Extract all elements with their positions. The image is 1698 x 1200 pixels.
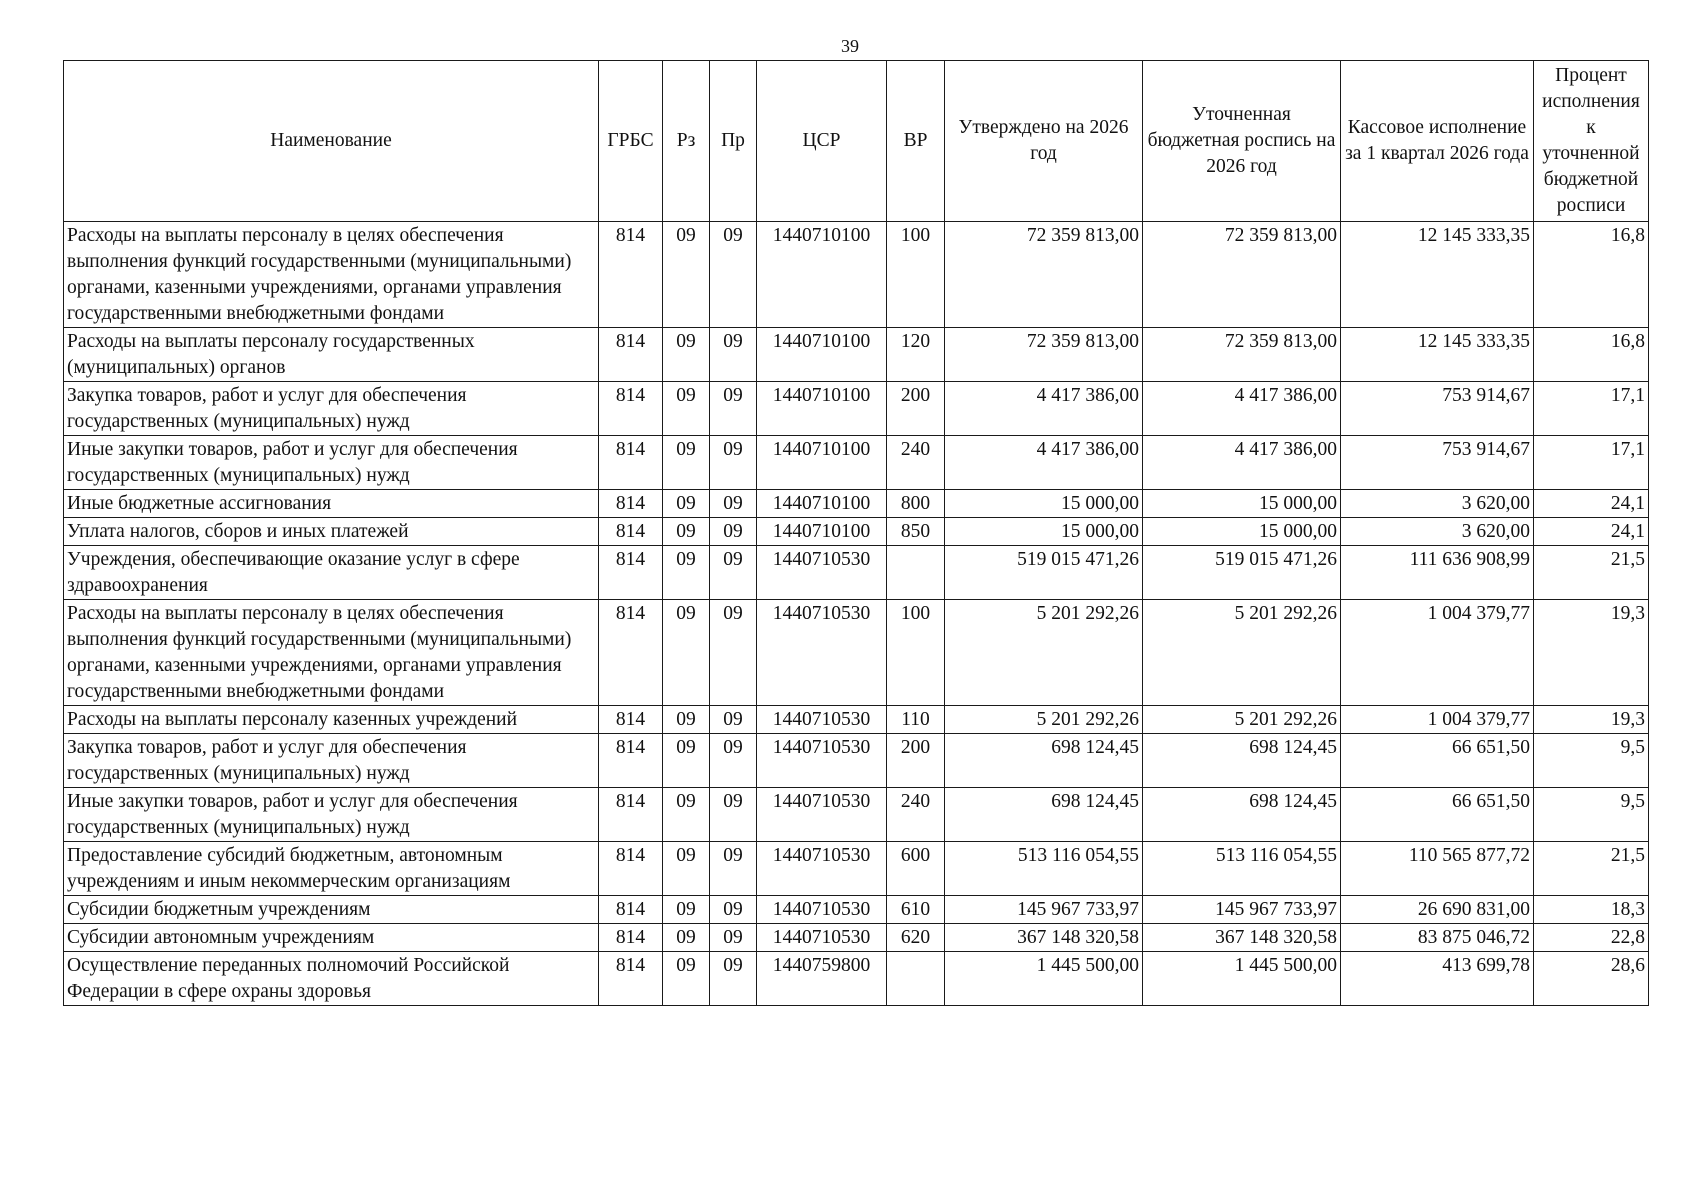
cell-cash: 12 145 333,35	[1341, 328, 1534, 382]
table-row	[64, 600, 1649, 706]
cell-rz: 09	[663, 788, 710, 842]
cell-grbs: 814	[599, 382, 663, 436]
cell-name: Субсидии автономным учреждениям	[64, 924, 599, 952]
cell-vr: 620	[887, 924, 945, 952]
cell-grbs: 814	[599, 924, 663, 952]
cell-csr: 1440710100	[757, 490, 887, 518]
cell-approved: 15 000,00	[945, 490, 1143, 518]
cell-name: Уплата налогов, сборов и иных платежей	[64, 518, 599, 546]
cell-rz: 09	[663, 436, 710, 490]
cell-rz: 09	[663, 896, 710, 924]
cell-rz: 09	[663, 518, 710, 546]
header-grbs: ГРБС	[599, 61, 663, 222]
cell-vr: 240	[887, 788, 945, 842]
cell-grbs: 814	[599, 518, 663, 546]
cell-grbs: 814	[599, 436, 663, 490]
cell-grbs: 814	[599, 600, 663, 706]
cell-approved: 698 124,45	[945, 734, 1143, 788]
cell-name: Предоставление субсидий бюджетным, автономным учреждениям и иным некоммерческим организациям	[64, 842, 599, 896]
cell-pr: 09	[710, 924, 757, 952]
cell-approved: 698 124,45	[945, 788, 1143, 842]
cell-rz: 09	[663, 734, 710, 788]
cell-name: Закупка товаров, работ и услуг для обеспечения государственных (муниципальных) нужд	[64, 734, 599, 788]
cell-refined: 367 148 320,58	[1143, 924, 1341, 952]
cell-pr: 09	[710, 222, 757, 328]
cell-approved: 72 359 813,00	[945, 222, 1143, 328]
header-rz: Рз	[663, 61, 710, 222]
cell-refined: 1 445 500,00	[1143, 952, 1341, 1006]
cell-approved: 513 116 054,55	[945, 842, 1143, 896]
table-row	[64, 788, 1649, 842]
header-name: Наименование	[64, 61, 599, 222]
table-row	[64, 896, 1649, 924]
cell-name: Иные бюджетные ассигнования	[64, 490, 599, 518]
cell-rz: 09	[663, 328, 710, 382]
cell-refined: 519 015 471,26	[1143, 546, 1341, 600]
cell-refined: 698 124,45	[1143, 788, 1341, 842]
header-csr: ЦСР	[757, 61, 887, 222]
cell-approved: 5 201 292,26	[945, 600, 1143, 706]
cell-grbs: 814	[599, 328, 663, 382]
cell-csr: 1440710530	[757, 706, 887, 734]
table-row	[64, 518, 1649, 546]
cell-refined: 4 417 386,00	[1143, 382, 1341, 436]
cell-percent: 19,3	[1534, 600, 1649, 706]
table-row	[64, 546, 1649, 600]
table-body	[64, 222, 1649, 1006]
cell-percent: 17,1	[1534, 382, 1649, 436]
cell-pr: 09	[710, 952, 757, 1006]
cell-approved: 5 201 292,26	[945, 706, 1143, 734]
cell-csr: 1440759800	[757, 952, 887, 1006]
cell-cash: 1 004 379,77	[1341, 706, 1534, 734]
header-percent: Процент исполнения к уточненной бюджетной росписи	[1534, 61, 1649, 222]
cell-refined: 5 201 292,26	[1143, 600, 1341, 706]
cell-pr: 09	[710, 490, 757, 518]
cell-vr: 600	[887, 842, 945, 896]
cell-percent: 21,5	[1534, 546, 1649, 600]
cell-approved: 15 000,00	[945, 518, 1143, 546]
cell-vr: 240	[887, 436, 945, 490]
table-header	[64, 61, 1649, 222]
cell-refined: 72 359 813,00	[1143, 222, 1341, 328]
cell-csr: 1440710100	[757, 222, 887, 328]
cell-approved: 4 417 386,00	[945, 382, 1143, 436]
cell-refined: 15 000,00	[1143, 490, 1341, 518]
cell-rz: 09	[663, 842, 710, 896]
table-row	[64, 924, 1649, 952]
cell-csr: 1440710100	[757, 436, 887, 490]
cell-pr: 09	[710, 328, 757, 382]
cell-cash: 66 651,50	[1341, 788, 1534, 842]
cell-csr: 1440710530	[757, 788, 887, 842]
cell-percent: 22,8	[1534, 924, 1649, 952]
cell-refined: 145 967 733,97	[1143, 896, 1341, 924]
cell-refined: 4 417 386,00	[1143, 436, 1341, 490]
cell-csr: 1440710530	[757, 734, 887, 788]
cell-grbs: 814	[599, 734, 663, 788]
table-row	[64, 842, 1649, 896]
cell-grbs: 814	[599, 842, 663, 896]
cell-rz: 09	[663, 924, 710, 952]
table-row	[64, 222, 1649, 328]
cell-csr: 1440710530	[757, 896, 887, 924]
cell-vr: 200	[887, 734, 945, 788]
header-approved: Утверждено на 2026 год	[945, 61, 1143, 222]
cell-name: Расходы на выплаты персоналу в целях обеспечения выполнения функций государственными (муниципальными) органами, казенными учреждениями, органами управления государственными внебюджетными фондами	[64, 600, 599, 706]
table-row	[64, 734, 1649, 788]
cell-cash: 413 699,78	[1341, 952, 1534, 1006]
cell-cash: 83 875 046,72	[1341, 924, 1534, 952]
cell-refined: 5 201 292,26	[1143, 706, 1341, 734]
cell-name: Расходы на выплаты персоналу государственных (муниципальных) органов	[64, 328, 599, 382]
cell-name: Закупка товаров, работ и услуг для обеспечения государственных (муниципальных) нужд	[64, 382, 599, 436]
table-row	[64, 382, 1649, 436]
cell-percent: 17,1	[1534, 436, 1649, 490]
cell-cash: 66 651,50	[1341, 734, 1534, 788]
cell-approved: 519 015 471,26	[945, 546, 1143, 600]
cell-csr: 1440710530	[757, 600, 887, 706]
cell-grbs: 814	[599, 546, 663, 600]
cell-vr: 110	[887, 706, 945, 734]
cell-pr: 09	[710, 706, 757, 734]
cell-pr: 09	[710, 788, 757, 842]
cell-refined: 513 116 054,55	[1143, 842, 1341, 896]
cell-name: Расходы на выплаты персоналу в целях обеспечения выполнения функций государственными (муниципальными) органами, казенными учреждениями, органами управления государственными внебюджетными фондами	[64, 222, 599, 328]
cell-pr: 09	[710, 518, 757, 546]
cell-percent: 28,6	[1534, 952, 1649, 1006]
cell-vr: 800	[887, 490, 945, 518]
cell-refined: 698 124,45	[1143, 734, 1341, 788]
cell-pr: 09	[710, 436, 757, 490]
cell-vr	[887, 546, 945, 600]
table-row	[64, 328, 1649, 382]
cell-rz: 09	[663, 600, 710, 706]
cell-pr: 09	[710, 896, 757, 924]
budget-execution-table	[63, 60, 1649, 1006]
cell-percent: 9,5	[1534, 788, 1649, 842]
cell-percent: 24,1	[1534, 518, 1649, 546]
page-number: 39	[841, 36, 859, 56]
cell-vr: 100	[887, 222, 945, 328]
cell-approved: 145 967 733,97	[945, 896, 1143, 924]
cell-name: Учреждения, обеспечивающие оказание услуг в сфере здравоохранения	[64, 546, 599, 600]
cell-cash: 26 690 831,00	[1341, 896, 1534, 924]
cell-cash: 110 565 877,72	[1341, 842, 1534, 896]
cell-cash: 1 004 379,77	[1341, 600, 1534, 706]
header-vr: ВР	[887, 61, 945, 222]
header-row	[64, 61, 1649, 222]
cell-rz: 09	[663, 706, 710, 734]
cell-cash: 3 620,00	[1341, 490, 1534, 518]
cell-name: Иные закупки товаров, работ и услуг для обеспечения государственных (муниципальных) нужд	[64, 436, 599, 490]
cell-csr: 1440710100	[757, 518, 887, 546]
table-row	[64, 706, 1649, 734]
table-row	[64, 490, 1649, 518]
cell-refined: 15 000,00	[1143, 518, 1341, 546]
cell-grbs: 814	[599, 222, 663, 328]
cell-grbs: 814	[599, 706, 663, 734]
cell-rz: 09	[663, 952, 710, 1006]
cell-rz: 09	[663, 546, 710, 600]
cell-pr: 09	[710, 382, 757, 436]
header-cash: Кассовое исполнение за 1 квартал 2026 года	[1341, 61, 1534, 222]
cell-pr: 09	[710, 734, 757, 788]
table-row	[64, 952, 1649, 1006]
cell-rz: 09	[663, 222, 710, 328]
cell-pr: 09	[710, 546, 757, 600]
cell-vr: 610	[887, 896, 945, 924]
cell-approved: 72 359 813,00	[945, 328, 1143, 382]
cell-percent: 16,8	[1534, 328, 1649, 382]
cell-refined: 72 359 813,00	[1143, 328, 1341, 382]
cell-percent: 16,8	[1534, 222, 1649, 328]
cell-vr: 850	[887, 518, 945, 546]
cell-vr: 200	[887, 382, 945, 436]
cell-cash: 753 914,67	[1341, 382, 1534, 436]
cell-grbs: 814	[599, 952, 663, 1006]
cell-csr: 1440710100	[757, 382, 887, 436]
cell-percent: 21,5	[1534, 842, 1649, 896]
cell-rz: 09	[663, 382, 710, 436]
cell-name: Иные закупки товаров, работ и услуг для обеспечения государственных (муниципальных) нужд	[64, 788, 599, 842]
cell-name: Осуществление переданных полномочий Российской Федерации в сфере охраны здоровья	[64, 952, 599, 1006]
cell-cash: 111 636 908,99	[1341, 546, 1534, 600]
cell-vr: 100	[887, 600, 945, 706]
cell-percent: 24,1	[1534, 490, 1649, 518]
cell-rz: 09	[663, 490, 710, 518]
cell-percent: 19,3	[1534, 706, 1649, 734]
cell-vr	[887, 952, 945, 1006]
cell-cash: 3 620,00	[1341, 518, 1534, 546]
cell-grbs: 814	[599, 490, 663, 518]
cell-approved: 367 148 320,58	[945, 924, 1143, 952]
cell-name: Расходы на выплаты персоналу казенных учреждений	[64, 706, 599, 734]
cell-csr: 1440710530	[757, 546, 887, 600]
cell-pr: 09	[710, 600, 757, 706]
cell-csr: 1440710530	[757, 924, 887, 952]
cell-name: Субсидии бюджетным учреждениям	[64, 896, 599, 924]
cell-csr: 1440710100	[757, 328, 887, 382]
cell-csr: 1440710530	[757, 842, 887, 896]
cell-approved: 1 445 500,00	[945, 952, 1143, 1006]
cell-percent: 18,3	[1534, 896, 1649, 924]
cell-grbs: 814	[599, 788, 663, 842]
cell-approved: 4 417 386,00	[945, 436, 1143, 490]
cell-cash: 753 914,67	[1341, 436, 1534, 490]
cell-percent: 9,5	[1534, 734, 1649, 788]
cell-grbs: 814	[599, 896, 663, 924]
cell-pr: 09	[710, 842, 757, 896]
header-refined: Уточненная бюджетная роспись на 2026 год	[1143, 61, 1341, 222]
header-pr: Пр	[710, 61, 757, 222]
table-row	[64, 436, 1649, 490]
cell-vr: 120	[887, 328, 945, 382]
cell-cash: 12 145 333,35	[1341, 222, 1534, 328]
